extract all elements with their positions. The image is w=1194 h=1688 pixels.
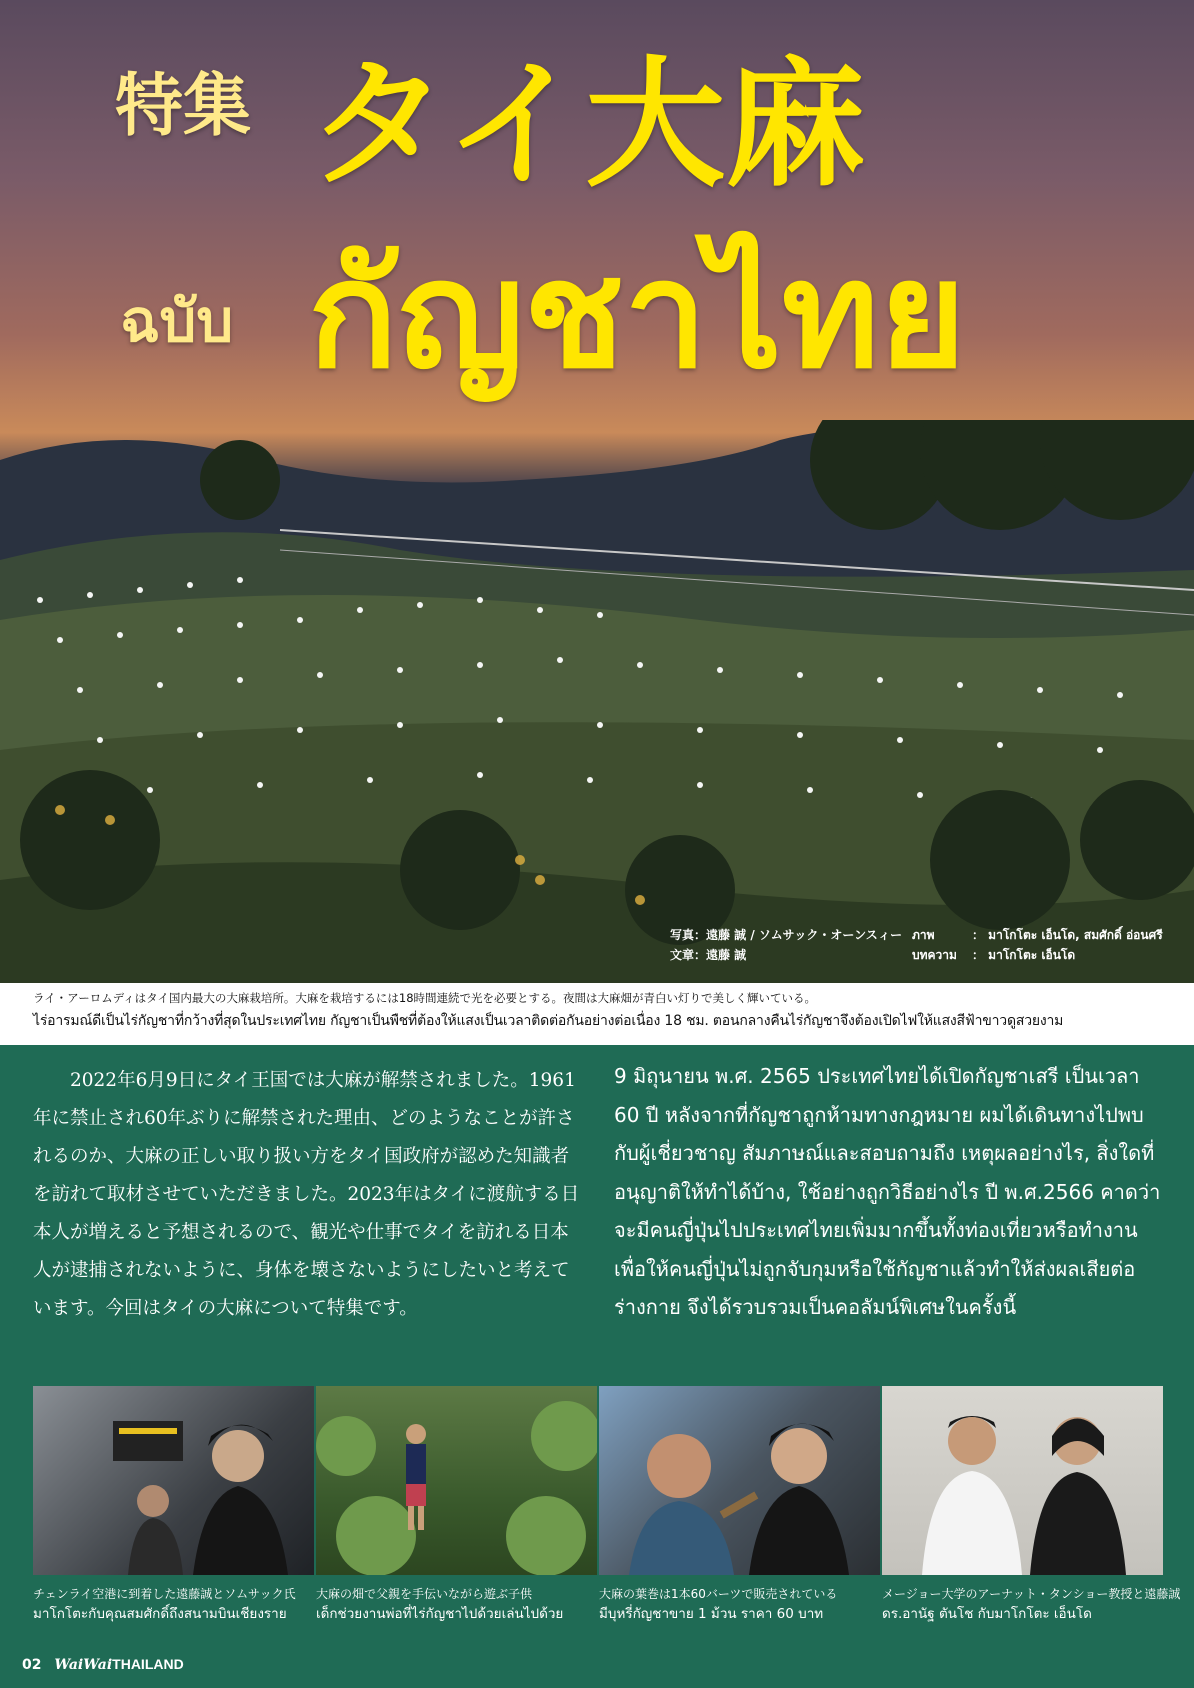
photo-professor: [882, 1386, 1163, 1575]
photo-caption-1: [33, 1584, 315, 1624]
airport-people-icon: [33, 1386, 314, 1575]
photo-caption-4-jp: メージョー大学のアーナット・タンショー教授と遠藤誠: [882, 1587, 1181, 1601]
photo-caption-3-th: มีบุหรี่กัญชาขาย 1 ม้วน ราคา 60 บาท: [599, 1606, 824, 1622]
hero-caption-jp: ライ・アーロムディはタイ国内最大の大麻栽培所。大麻を栽培するには18時間連続で光を必要とする。夜間は大麻畑が青白い灯りで美しく輝いている。: [33, 991, 817, 1005]
photo-caption-1-th: มาโกโตะกับคุณสมศักดิ์ถึงสนามบินเชียงราย: [33, 1606, 287, 1622]
page-title-jp: タイ大麻: [308, 43, 866, 207]
page-number: 02: [22, 1657, 42, 1673]
credit-text-jp: 文章：遠藤 誠: [670, 948, 747, 962]
photo-caption-2-jp: 大麻の畑で父親を手伝いながら遊ぶ子供: [316, 1587, 533, 1601]
photo-caption-2: [316, 1584, 598, 1624]
credit-text-label-th: บทความ: [912, 948, 957, 962]
credit-text-th: ： มาโกโตะ เอ็นโด: [972, 948, 1076, 962]
credits-jp: [670, 925, 902, 965]
photo-child-field: [316, 1386, 597, 1575]
photo-cannabis-cigar: [599, 1386, 880, 1575]
photo-caption-2-th: เด็กช่วยงานพ่อที่ไร่กัญชาไปด้วยเล่นไปด้วย: [316, 1606, 564, 1622]
logo-bold: THAILAND: [112, 1656, 184, 1672]
photo-airport: [33, 1386, 314, 1575]
magazine-logo: [54, 1657, 183, 1673]
feature-label-jp: 特集: [115, 66, 252, 146]
intro-text-th: 9 มิถุนายน พ.ศ. 2565 ประเทศไทยได้เปิดกัญชาเสรี เป็นเวลา 60 ปี หลังจากที่กัญชาถูกห้ามทางกฎหมาย ผมได้เดินทางไปพบกับผู้เชี่ยวชาญ สัมภาษณ์และสอบถามถึง เหตุผลอย่างไร, สิ่งใดที่อนุญาติให้ทำได้บ้าง, ใช้อย่างถูกวิธีอย่างไร ปี พ.ศ.2566 คาดว่าจะมีคนญี่ปุ่นไปประเทศไทยเพิ่มมากขึ้นทั้งท่องเที่ยวหรือทำงานเพื่อให้คนญี่ปุ่นไม่ถูกจับกุมหรือใช้กัญชาแล้วทำให้ส่งผลเสียต่อร่างกาย จึงได้รวบรวมเป็นคอลัมน์พิเศษในครั้งนี้: [614, 1064, 1161, 1319]
photo-caption-4-th: ดร.อานัฐ ตันโช กับมาโกโตะ เอ็นโด: [882, 1606, 1092, 1622]
page-title-th: กัญชาไทย: [308, 227, 966, 401]
credit-photo-th: ： มาโกโตะ เอ็นโด, สมศักดิ์ อ่อนศรี: [972, 928, 1163, 942]
photo-caption-4: [882, 1584, 1181, 1624]
photo-caption-3-jp: 大麻の葉巻は1本60バーツで販売されている: [599, 1587, 838, 1601]
page-footer: [22, 1656, 184, 1673]
two-men-cigar-icon: [599, 1386, 880, 1575]
credit-photo-jp: 写真：遠藤 誠 / ソムサック・オーンスィー: [670, 928, 903, 942]
feature-label-th: ฉบับ: [120, 287, 234, 355]
photo-caption-1-jp: チェンライ空港に到着した遠藤誠とソムサック氏: [33, 1587, 296, 1601]
cannabis-farm-illustration: [0, 420, 1194, 983]
logo-script: WaiWai: [54, 1657, 113, 1673]
child-in-field-icon: [316, 1386, 597, 1575]
credits-th: [912, 925, 1163, 965]
credit-photo-label-th: ภาพ: [912, 928, 935, 942]
hero-caption-th: ไร่อารมณ์ดีเป็นไร่กัญชาที่กว้างที่สุดในประเทศไทย กัญชาเป็นพืชที่ต้องให้แสงเป็นเวลาติดต่อกันอย่างต่อเนื่อง 18 ชม. ตอนกลางคืนไร่กัญชาจึงต้องเปิดไฟให้แสงสีฟ้าขาวดูสวยงาม: [33, 1013, 1064, 1029]
intro-text-jp: 2022年6月9日にタイ王国では大麻が解禁されました。1961年に禁止され60年ぶりに解禁された理由、どのようなことが許されるのか、大麻の正しい取り扱い方をタイ国政府が認めた知識者を訪れて取材させていただきました。2023年はタイに渡航する日本人が増えると予想されるので、観光や仕事でタイを訪れる日本人が逮捕されないように、身体を壊さないようにしたいと考えています。今回はタイの大麻について特集です。: [33, 1070, 580, 1319]
photo-caption-3: [599, 1584, 881, 1624]
two-men-portrait-icon: [882, 1386, 1163, 1575]
